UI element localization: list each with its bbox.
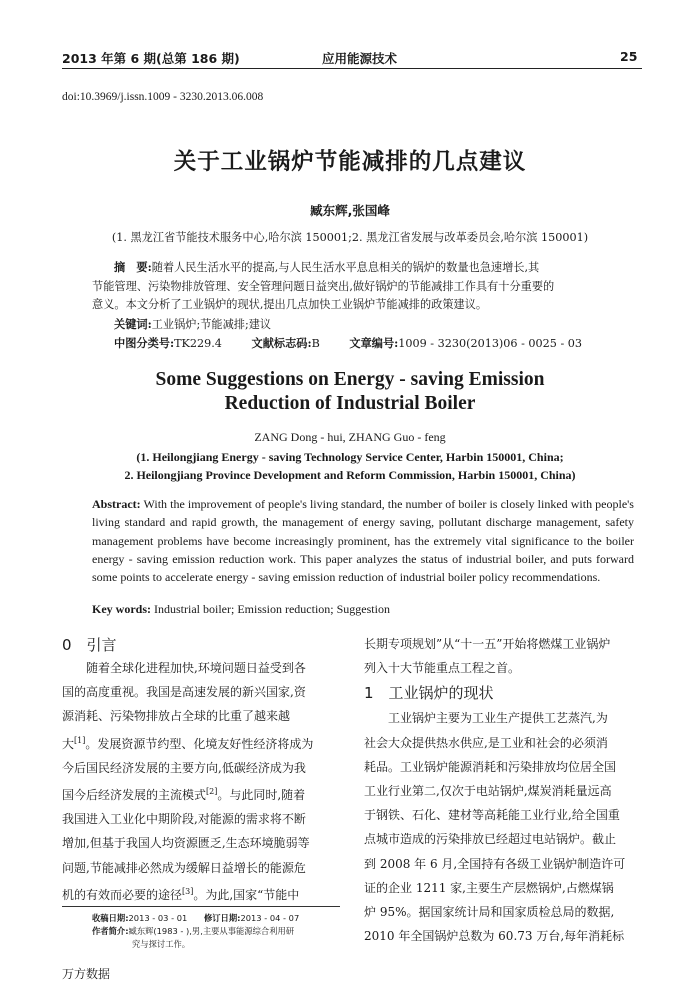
body-line: 国的高度重视。我国是高速发展的新兴国家,资	[62, 685, 306, 700]
affiliations-en	[0, 449, 700, 484]
received-label: 收稿日期:	[92, 913, 129, 923]
keywords-en-row	[92, 602, 390, 617]
citation-ref: [3]	[182, 886, 194, 896]
revised-label: 修订日期:	[203, 913, 241, 923]
body-line: 源消耗、污染物排放占全球的比重了越来越	[62, 709, 291, 724]
footnote-rule	[62, 906, 340, 907]
title-en	[0, 368, 700, 416]
body-line: 证的企业 1211 家,主要生产层燃锅炉,占燃煤锅	[364, 880, 614, 895]
body-line: 增加,但基于我国人均资源匮乏,生态环境脆弱等	[62, 836, 310, 851]
bio-label: 作者简介:	[92, 926, 129, 936]
doc-code-value: B	[311, 337, 320, 350]
body-line: 国今后经济发展的主流模式[2]。与此同时,随着	[62, 787, 306, 803]
keywords-cn: 工业锅炉;节能减排;建议	[151, 317, 272, 331]
keywords-en-label: Key words:	[92, 602, 151, 616]
footnote	[92, 912, 342, 951]
body-line: 机的有效而必要的途径[3]。为此,国家“节能中	[62, 886, 300, 902]
body-line: 大[1]。发展资源节约型、化境友好性经济将成为	[62, 735, 314, 751]
affiliations-cn: (1. 黑龙江省节能技术服务中心,哈尔滨 150001;2. 黑龙江省发展与改革委员会,哈尔滨 150001)	[111, 231, 589, 244]
abstract-en-label: Abstract:	[92, 497, 141, 511]
keywords-cn-label: 关键词:	[114, 316, 152, 331]
clc-value: TK229.4	[174, 337, 222, 350]
article-no-label: 文章编号:	[349, 336, 399, 350]
intro-body	[62, 656, 340, 907]
bio-line: 究与探讨工作。	[132, 939, 191, 949]
revised-date: 2013 - 04 - 07	[240, 913, 300, 923]
body-line: 点城市造成的污染排放已经超过电站锅炉。截止	[364, 832, 617, 847]
classification-row	[114, 334, 632, 354]
abstract-cn-line: 节能管理、污染物排放管理、安全管理问题日益突出,做好锅炉的节能减排工作具有十分重要的	[92, 279, 555, 293]
article-no-value: 1009 - 3230(2013)06 - 0025 - 03	[398, 337, 583, 350]
section-heading-status: 1 工业锅炉的现状	[364, 684, 494, 703]
right-column	[364, 632, 644, 948]
authors-en: ZANG Dong - hui, ZHANG Guo - feng	[254, 430, 446, 444]
citation-ref: [2]	[206, 787, 218, 797]
keywords-en: Industrial boiler; Emission reduction; Suggestion	[154, 602, 390, 616]
section-heading-introduction: 0 引言	[62, 636, 117, 654]
body-line: 到 2008 年 6 月,全国持有各级工业锅炉制造许可	[364, 856, 626, 871]
doc-code-label: 文献标志码:	[251, 336, 312, 350]
citation-ref: [1]	[74, 735, 86, 745]
abstract-cn	[92, 258, 632, 354]
body-line: 社会大众提供热水供应,是工业和社会的必须消	[364, 735, 608, 750]
abstract-cn-line: 意义。本文分析了工业锅炉的现状,提出几点加快工业锅炉节能减排的政策建议。	[92, 298, 488, 311]
affiliation-en-line: 2. Heilongjiang Province Development and Reform Commission, Harbin 150001, China)	[124, 467, 576, 482]
header-rule	[62, 68, 642, 69]
body-line: 工业锅炉主要为工业生产提供工艺蒸汽,为	[388, 711, 608, 726]
body-line: 今后国民经济发展的主要方向,低碳经济成为我	[62, 760, 306, 775]
header-issue: 2013 年第 6 期(总第 186 期)	[62, 51, 240, 66]
header-journal: 应用能源技术	[322, 51, 398, 66]
affiliation-en-line: (1. Heilongjiang Energy - saving Technology Service Center, Harbin 150001, China;	[136, 450, 564, 464]
body-line: 耗品。工业锅炉能源消耗和污染排放均位居全国	[364, 759, 617, 774]
body-line: 工业行业第二,仅次于电站锅炉,煤炭消耗量远高	[364, 784, 612, 799]
abstract-cn-label: 摘 要:	[114, 260, 152, 274]
title-en-line: Some Suggestions on Energy - saving Emission	[155, 369, 545, 390]
bio-line: 臧东辉(1983 - ),男,主要从事能源综合利用研	[128, 926, 295, 936]
body-line: 长期专项规划”从“十一五”开始将燃煤工业锅炉	[364, 637, 611, 651]
watermark: 万方数据	[62, 967, 111, 981]
body-line: 2010 年全国锅炉总数为 60.73 万台,每年消耗标	[364, 929, 625, 944]
body-line: 列入十大节能重点工程之首。	[364, 661, 521, 676]
body-line: 炉 95%。据国家统计局和国家质检总局的数据,	[364, 905, 615, 920]
received-date: 2013 - 03 - 01	[128, 913, 188, 923]
body-line: 于钢铁、石化、建材等高耗能工业行业,给全国重	[364, 808, 620, 823]
abstract-en	[92, 495, 634, 586]
body-line: 随着全球化进程加快,环境问题日益受到各	[86, 661, 306, 675]
clc-label: 中图分类号:	[114, 336, 175, 350]
authors-cn: 臧东辉,张国峰	[310, 203, 390, 218]
title-en-line: Reduction of Industrial Boiler	[224, 393, 476, 414]
title-cn: 关于工业锅炉节能减排的几点建议	[173, 149, 527, 175]
abstract-cn-line: 随着人民生活水平的提高,与人民生活水平息息相关的锅炉的数量也急速增长,其	[151, 261, 540, 274]
header-page-number: 25	[620, 49, 638, 64]
body-line: 问题,节能减排必然成为缓解日益增长的能源危	[62, 860, 306, 875]
body-line: 我国进入工业化中期阶段,对能源的需求将不断	[62, 812, 306, 827]
abstract-en-text: With the improvement of people's living standard, the number of boiler is closely linked with people's living standard and rapid growth, the management of energy saving, pollutant discharge management, safety management problems have become increasingly prominent, has the extremely vital significance to the boiler energy - saving emission reduction work. This paper analyzes the status of industrial boiler, and puts forward some points to accelerate energy - saving emission reduction of industrial boiler policy recommendations.	[92, 497, 634, 585]
doi: doi:10.3969/j.issn.1009 - 3230.2013.06.008	[62, 91, 264, 103]
